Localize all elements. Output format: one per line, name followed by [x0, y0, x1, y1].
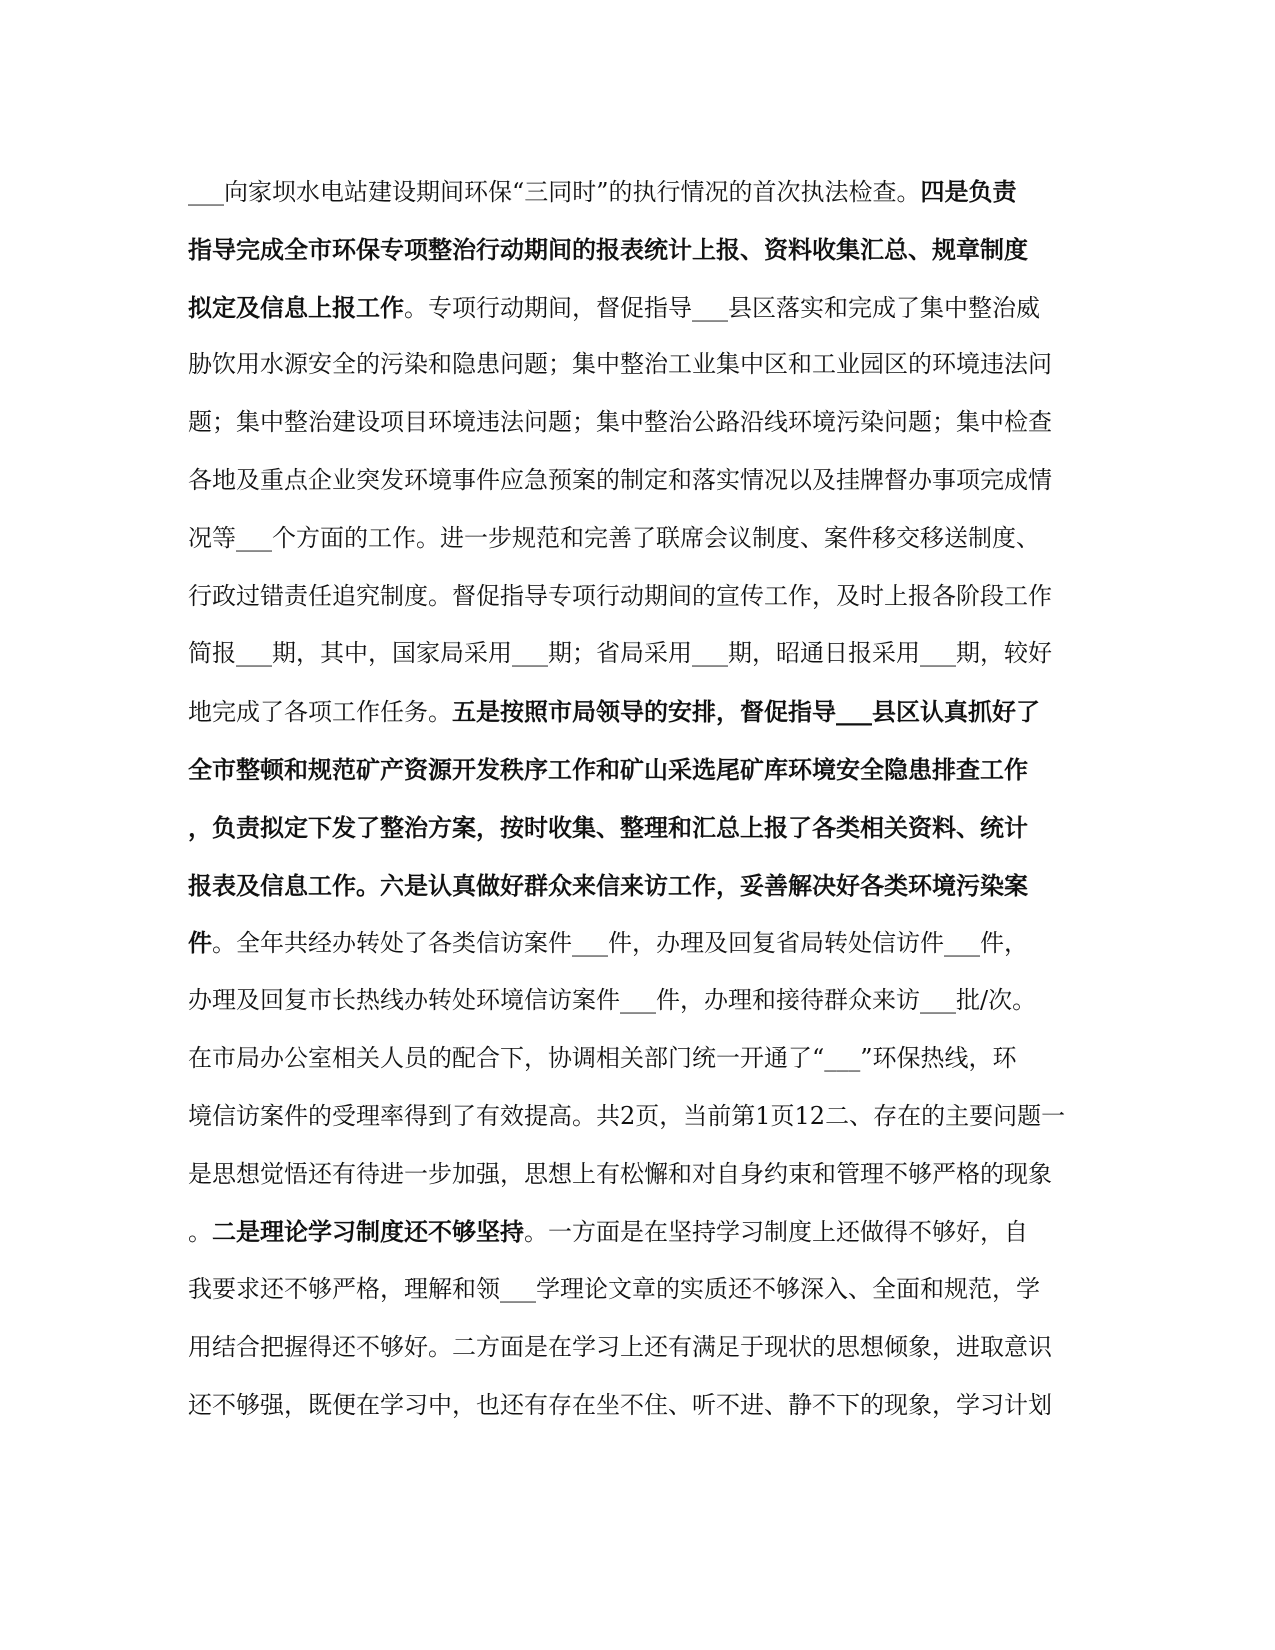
text-line [188, 1088, 1088, 1146]
text-line [188, 1319, 1088, 1377]
text-line [188, 568, 1088, 626]
text-run: 。全年共经办转处了各类信访案件___件，办理及回复省局转处信访件___件， [212, 929, 1028, 958]
text-run-bold: 指导完成全市环保专项整治行动期间的报表统计上报、资料收集汇总、规章制度 [188, 234, 1028, 264]
text-run-bold: 件 [188, 928, 212, 958]
text-line [188, 857, 1088, 915]
text-line [188, 1377, 1088, 1435]
text-run-bold: 五是按照市局领导的安排，督促指导___县区认真抓好了 [452, 697, 1040, 727]
text-line [188, 625, 1088, 683]
text-run: 地完成了各项工作任务。 [188, 698, 452, 727]
text-run: 。 [188, 1218, 212, 1247]
text-line [188, 1203, 1088, 1261]
text-line [188, 394, 1088, 452]
text-run-bold: 报表及信息工作。六是认真做好群众来信来访工作，妥善解决好各类环境污染案 [188, 870, 1028, 900]
text-line [188, 914, 1088, 972]
text-run: ___向家坝水电站建设期间环保“三同时”的执行情况的首次执法检查。 [188, 178, 921, 206]
text-line [188, 741, 1088, 799]
text-run-bold: 全市整顿和规范矿产资源开发秩序工作和矿山采选尾矿库环境安全隐患排查工作 [188, 754, 1028, 784]
text-run: 各地及重点企业突发环境事件应急预案的制定和落实情况以及挂牌督办事项完成情 [188, 465, 1052, 494]
text-run: 办理及回复市长热线办转处环境信访案件___件，办理和接待群众来访___批/次。 [188, 986, 1037, 1015]
text-run: 。一方面是在坚持学习制度上还做得不够好，自 [524, 1218, 1028, 1247]
text-line [188, 1146, 1088, 1204]
text-run-bold: ，负责拟定下发了整治方案，按时收集、整理和汇总上报了各类相关资料、统计 [188, 812, 1028, 842]
body-text [188, 163, 1088, 1435]
text-line [188, 452, 1088, 510]
text-line [188, 1261, 1088, 1319]
text-line [188, 799, 1088, 857]
text-line [188, 279, 1088, 337]
text-line [188, 683, 1088, 741]
text-run: 境信访案件的受理率得到了有效提高。共2页，当前第1页12二、存在的主要问题一 [188, 1101, 1066, 1130]
text-run: 是思想觉悟还有待进一步加强，思想上有松懈和对自身约束和管理不够严格的现象 [188, 1159, 1052, 1188]
text-run: 行政过错责任追究制度。督促指导专项行动期间的宣传工作，及时上报各阶段工作 [188, 581, 1052, 610]
text-line [188, 1030, 1088, 1088]
text-line [188, 972, 1088, 1030]
text-run: 还不够强，既便在学习中，也还有存在坐不住、听不进、静不下的现象，学习计划 [188, 1390, 1052, 1419]
text-run: 简报___期，其中，国家局采用___期；省局采用___期，昭通日报采用___期，较好 [188, 639, 1052, 668]
text-run: 况等___个方面的工作。进一步规范和完善了联席会议制度、案件移交移送制度、 [188, 523, 1040, 552]
text-run-bold: 二是理论学习制度还不够坚持 [212, 1217, 524, 1247]
text-line [188, 163, 1088, 221]
text-run: 用结合把握得还不够好。二方面是在学习上还有满足于现状的思想倾象，进取意识 [188, 1332, 1052, 1361]
text-run: 我要求还不够严格，理解和领___学理论文章的实质还不够深入、全面和规范，学 [188, 1275, 1040, 1304]
text-run: 在市局办公室相关人员的配合下，协调相关部门统一开通了“___”环保热线，环 [188, 1043, 1017, 1072]
text-run: 题；集中整治建设项目环境违法问题；集中整治公路沿线环境污染问题；集中检查 [188, 408, 1052, 437]
text-line [188, 510, 1088, 568]
text-run-bold: 拟定及信息上报工作 [188, 292, 404, 322]
text-line [188, 336, 1088, 394]
text-run: 。专项行动期间，督促指导___县区落实和完成了集中整治威 [404, 293, 1040, 322]
text-run: 胁饮用水源安全的污染和隐患问题；集中整治工业集中区和工业园区的环境违法问 [188, 350, 1052, 379]
text-line [188, 221, 1088, 279]
text-run-bold: 四是负责 [920, 177, 1017, 206]
